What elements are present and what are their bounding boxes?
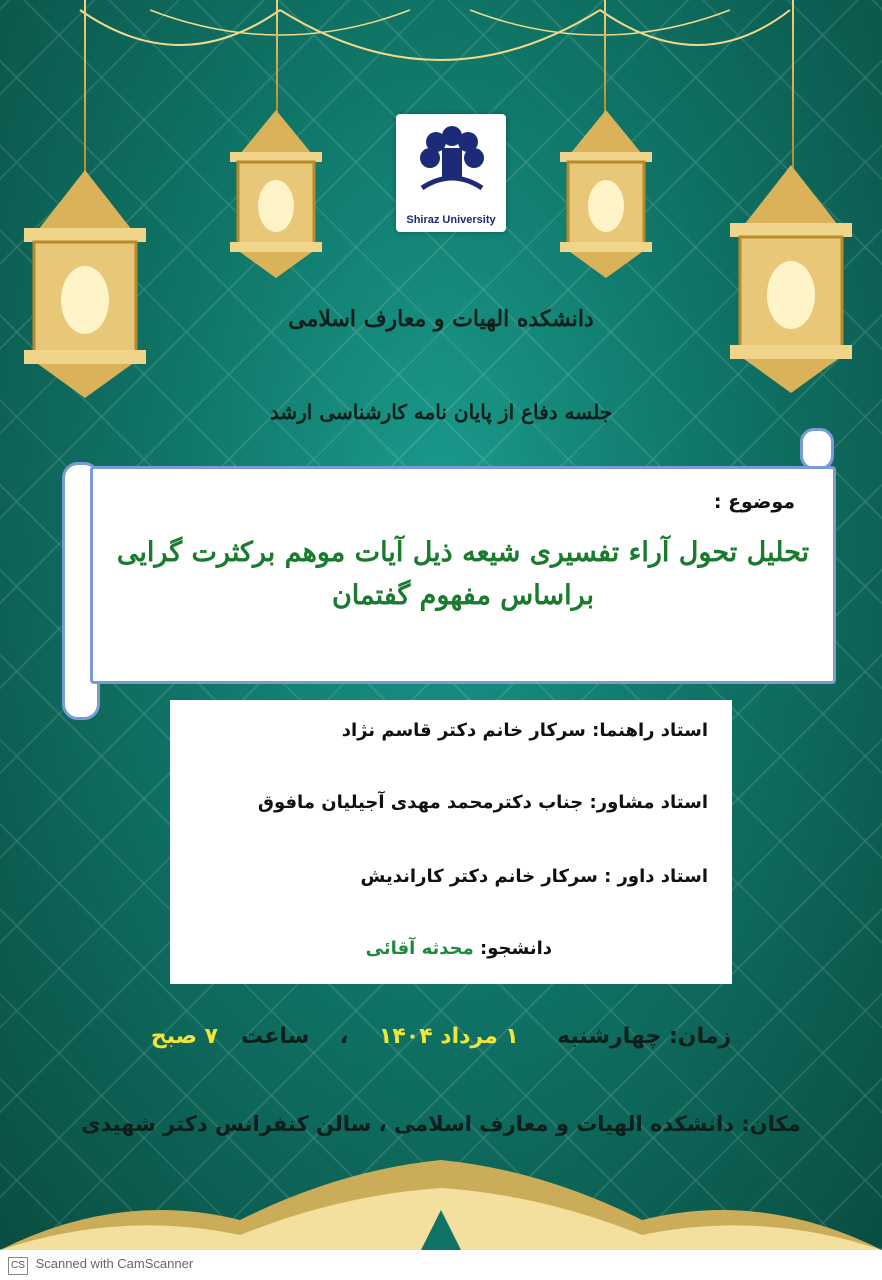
subject-title-line-2: براساس مفهوم گفتمان — [331, 580, 595, 612]
faculty-name: دانشکده الهیات و معارف اسلامی — [288, 306, 594, 332]
lantern-chain — [276, 0, 278, 115]
student-name: محدثه آقائی — [365, 938, 474, 959]
event-place: مکان: دانشکده الهیات و معارف اسلامی ، سالن کنفرانس دکتر شهیدی — [81, 1112, 801, 1136]
student-row — [366, 938, 552, 959]
logo-text: Shiraz University — [406, 214, 496, 226]
advisor-row — [258, 792, 708, 813]
advisor-name: جناب دکترمحمد مهدی آجیلیان مافوق — [257, 792, 584, 813]
camscanner-icon: CS — [8, 1257, 28, 1275]
scanner-watermark — [8, 1256, 193, 1275]
supervisor-name: سرکار خانم دکتر قاسم نژاد — [341, 720, 586, 741]
lantern-icon — [556, 110, 656, 280]
time-separator: ، — [339, 1024, 349, 1049]
subject-label: موضوع : — [713, 491, 795, 513]
referee-label: استاد داور : — [604, 866, 708, 887]
scanner-footer — [0, 1250, 882, 1280]
gold-ornament-border — [0, 1150, 882, 1250]
referee-name: سرکار خانم دکتر کاراندیش — [360, 866, 598, 887]
garland-decoration — [0, 0, 882, 120]
lantern-icon — [724, 165, 858, 395]
scroll-body — [90, 466, 836, 684]
event-hour: ۷ صبح — [150, 1024, 219, 1049]
supervisor-row — [342, 720, 708, 741]
hour-label: ساعت — [241, 1024, 310, 1049]
university-logo — [396, 114, 506, 232]
time-label: زمان: چهارشنبه — [557, 1024, 732, 1049]
scroll-roll-right — [800, 428, 834, 470]
subject-title-line-1: تحلیل تحول آراء تفسیری شیعه ذیل آیات موهم برکثرت گرایی — [116, 537, 810, 568]
event-time — [0, 1024, 882, 1049]
subject-title — [113, 531, 813, 617]
lantern-chain — [604, 0, 606, 115]
lantern-icon — [226, 110, 326, 280]
lantern-chain — [792, 0, 794, 170]
logo-emblem-icon — [396, 118, 506, 208]
advisor-label: استاد مشاور: — [589, 792, 708, 813]
subject-scroll — [62, 462, 830, 680]
lantern-chain — [84, 0, 86, 175]
student-label: دانشجو: — [480, 938, 552, 959]
scanner-text: Scanned with CamScanner — [35, 1256, 194, 1271]
lantern-icon — [18, 170, 152, 400]
event-date: ۱ مرداد ۱۴۰۴ — [378, 1024, 519, 1049]
supervisor-label: استاد راهنما: — [592, 720, 708, 741]
referee-row — [361, 866, 708, 887]
session-title: جلسه دفاع از پایان نامه کارشناسی ارشد — [269, 400, 613, 424]
committee-box — [170, 700, 732, 984]
